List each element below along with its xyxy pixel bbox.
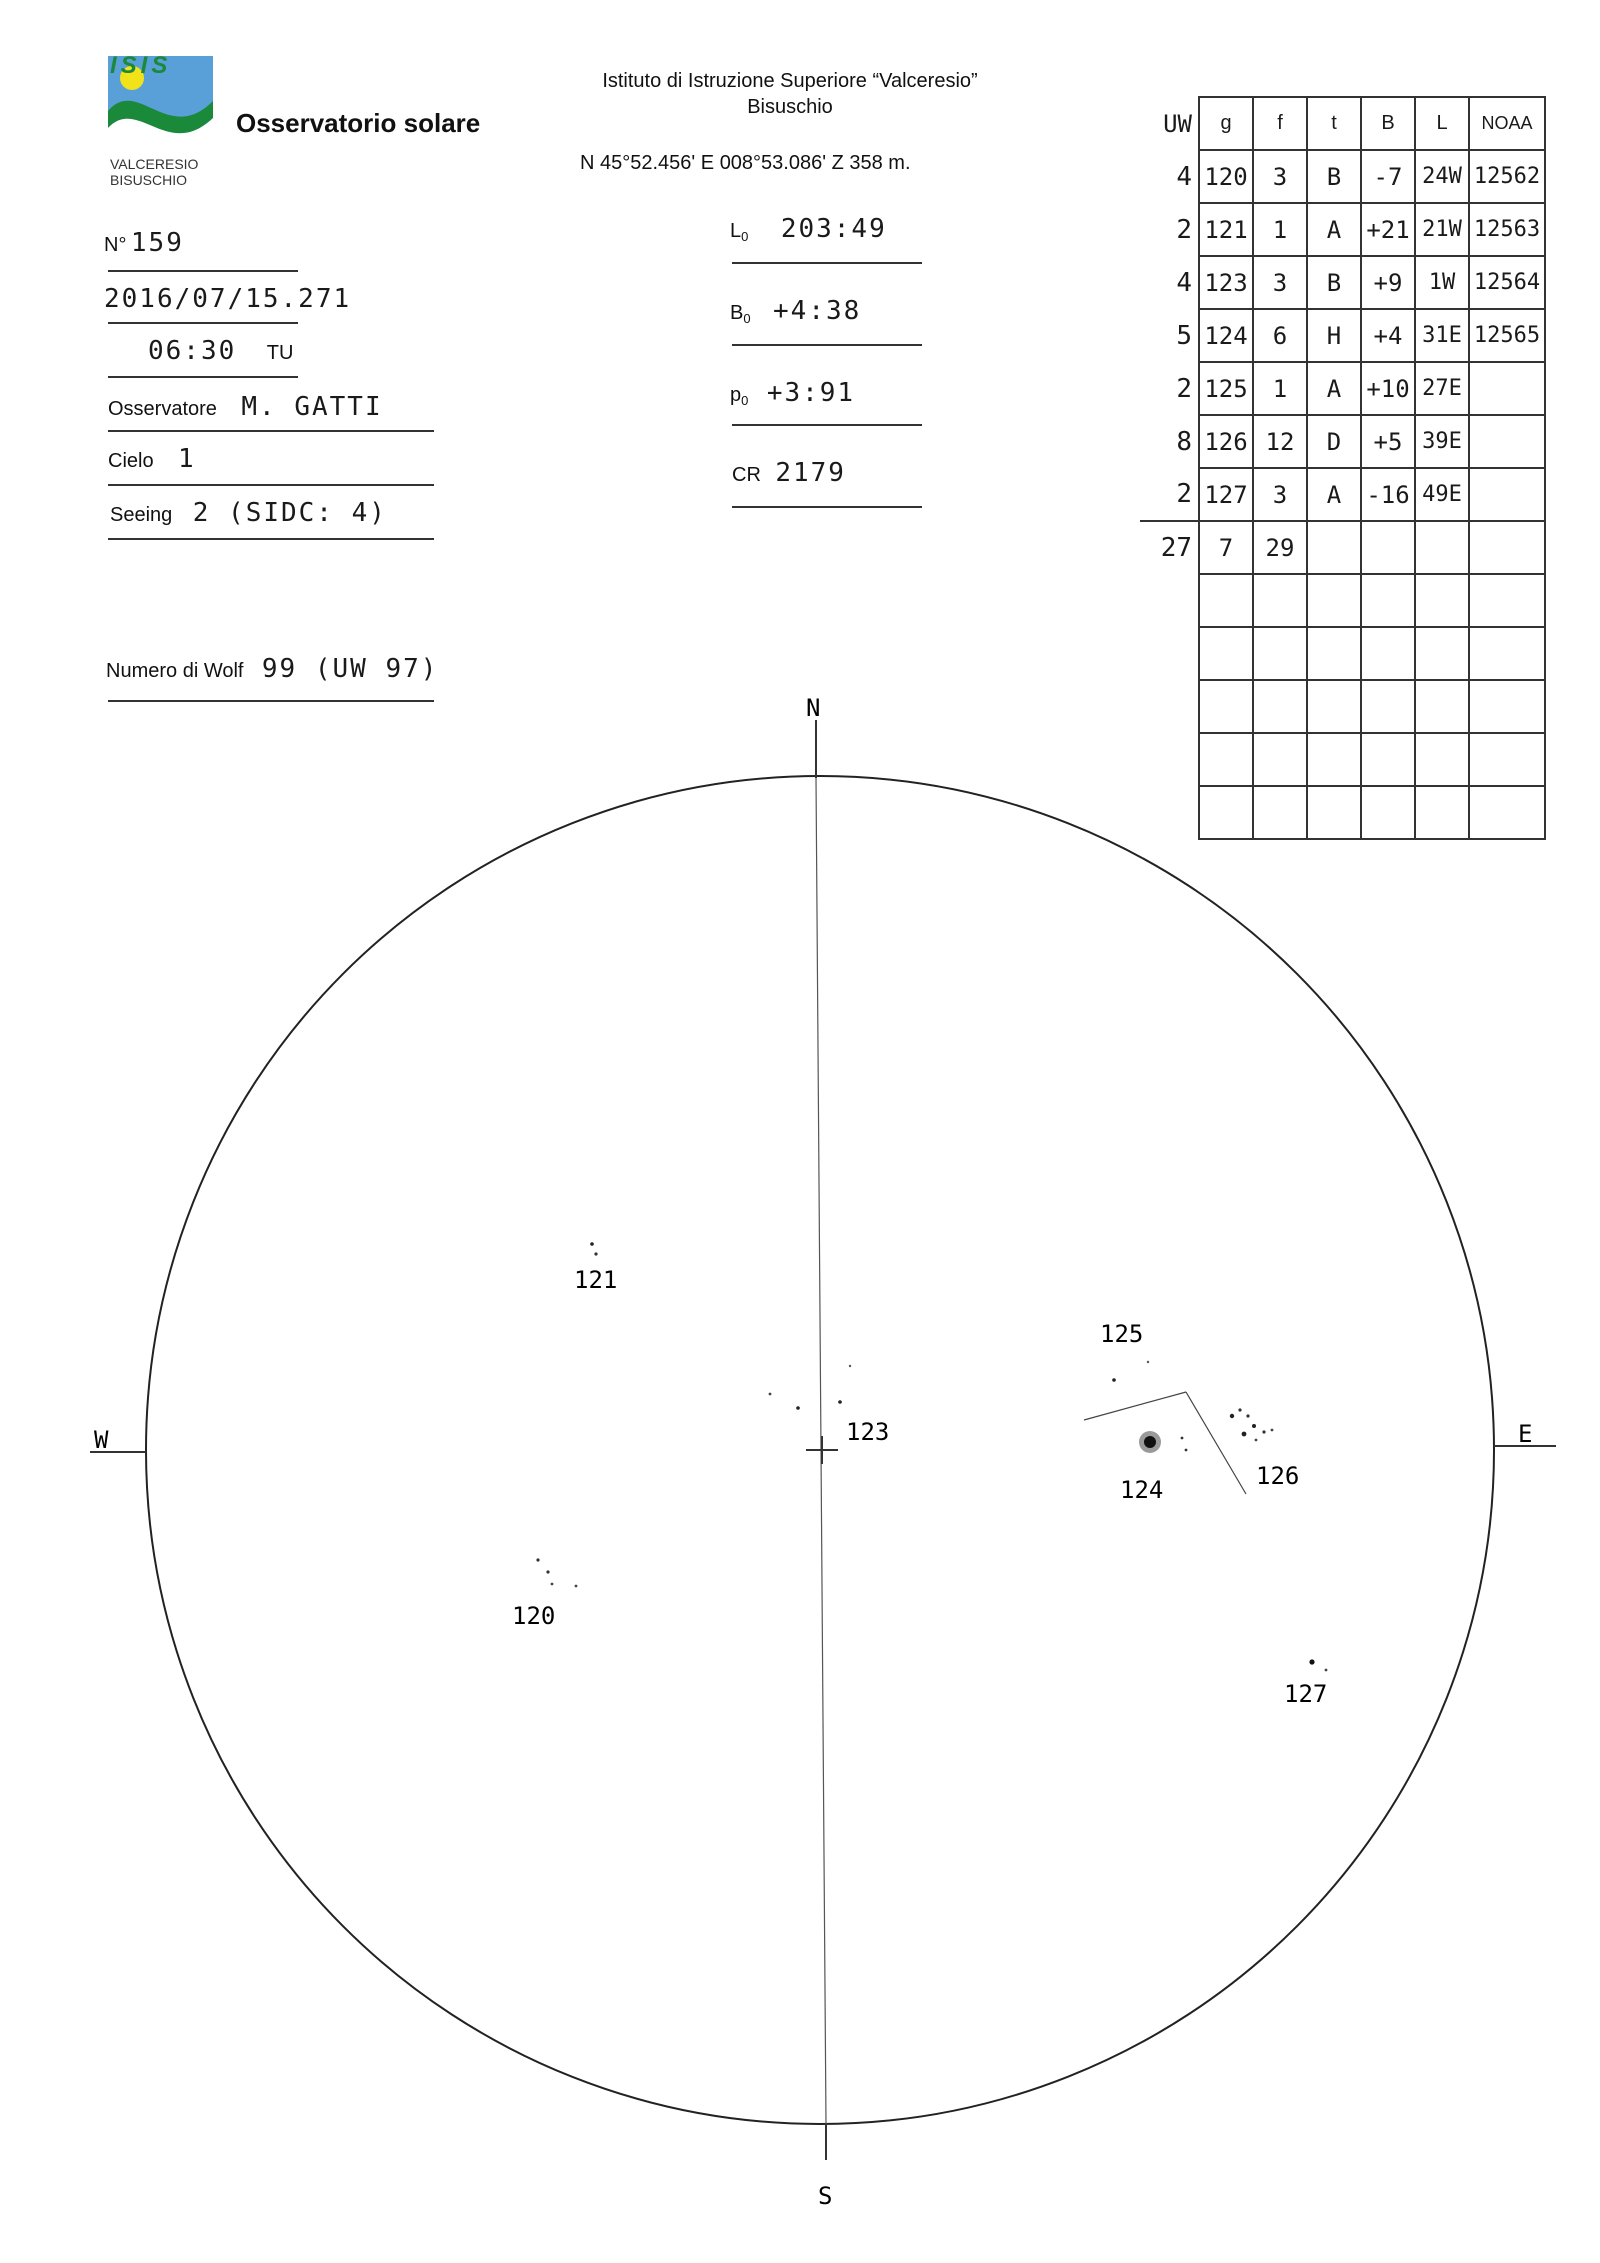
cell-f: 1 [1253, 362, 1307, 415]
cell-l: 49E [1415, 468, 1469, 521]
observation-time-value: 06:30 [148, 336, 237, 366]
logo-subtitle-1: VALCERESIO [110, 156, 199, 172]
p0-label: p [730, 384, 742, 406]
sunspot-group-124 [1120, 1431, 1187, 1504]
seeing-value: 2 (SIDC: 4) [192, 498, 387, 528]
cell-l: 27E [1415, 362, 1469, 415]
cell-b: B [1361, 97, 1415, 150]
cr-label: CR [732, 464, 761, 486]
b0-sub: 0 [743, 311, 751, 327]
l0-value: 203:49 [780, 214, 887, 244]
seeing-label: Seeing [110, 504, 173, 526]
cell-f: 1 [1253, 203, 1307, 256]
cell-b: -16 [1361, 468, 1415, 521]
cell-noaa: 12564 [1469, 256, 1545, 309]
west-label: W [94, 1426, 109, 1454]
cell-g: 7 [1199, 521, 1253, 574]
sunspot-group-120 [512, 1558, 577, 1630]
site-coordinates: N 45°52.456' E 008°53.086' Z 358 m. [580, 152, 911, 174]
cell-b: +21 [1361, 203, 1415, 256]
cell-t: A [1307, 468, 1361, 521]
cell-uw: 2 [1176, 373, 1192, 404]
cell-noaa: NOAA [1469, 97, 1545, 150]
cell-noaa: 12562 [1469, 150, 1545, 203]
cell-noaa: 12563 [1469, 203, 1545, 256]
group-label-125: 125 [1100, 1320, 1144, 1348]
cell-g: 126 [1199, 415, 1253, 468]
cell-g: 120 [1199, 150, 1253, 203]
cell-t: B [1307, 256, 1361, 309]
sky-value: 1 [178, 444, 196, 474]
cell-b: +9 [1361, 256, 1415, 309]
cell-f: 6 [1253, 309, 1307, 362]
wolf-value: 99 (UW 97) [261, 654, 439, 684]
b0-label: B [730, 302, 744, 324]
cell-uw: 2 [1176, 214, 1192, 245]
cell-l: 21W [1415, 203, 1469, 256]
p0-value: +3:91 [766, 378, 856, 408]
cell-f: 3 [1253, 468, 1307, 521]
wolf-label: Numero di Wolf [106, 660, 244, 682]
sunspot-group-121 [574, 1242, 617, 1294]
observer-value: M. GATTI [241, 392, 383, 422]
cell-b: -7 [1361, 150, 1415, 203]
cell-t: t [1307, 97, 1361, 150]
cell-t: D [1307, 415, 1361, 468]
institute-line-1: Istituto di Istruzione Superiore “Valceresio” [602, 70, 978, 92]
cell-t: B [1307, 150, 1361, 203]
cell-g: 125 [1199, 362, 1253, 415]
cell-uw: 5 [1176, 320, 1192, 351]
cell-f: 29 [1253, 521, 1307, 574]
cell-b: +10 [1361, 362, 1415, 415]
cell-uw: 27 [1140, 521, 1199, 574]
cell-noaa: 12565 [1469, 309, 1545, 362]
report-number-value: 159 [130, 228, 184, 258]
sunspot-group-127 [1284, 1659, 1327, 1708]
cell-uw: UW [1163, 109, 1192, 138]
group-label-126: 126 [1256, 1462, 1300, 1490]
cell-uw: 2 [1176, 479, 1192, 509]
observer-label: Osservatore [108, 398, 217, 420]
logo-text: ISIS [110, 52, 172, 79]
north-label: N [806, 694, 821, 722]
cell-g: 127 [1199, 468, 1253, 521]
group-boundary-line [1084, 1392, 1186, 1420]
cell-l: 1W [1415, 256, 1469, 309]
cell-g: 124 [1199, 309, 1253, 362]
l0-sub: 0 [741, 229, 749, 245]
group-label-123: 123 [846, 1418, 890, 1446]
group-label-127: 127 [1284, 1680, 1328, 1708]
cell-b: +4 [1361, 309, 1415, 362]
group-label-120: 120 [512, 1602, 556, 1630]
cell-t: A [1307, 203, 1361, 256]
time-unit: TU [266, 342, 294, 364]
sky-label: Cielo [108, 450, 154, 472]
cell-l: 24W [1415, 150, 1469, 203]
cell-g: g [1199, 97, 1253, 150]
sunspot-group-123 [769, 1365, 890, 1446]
cell-g: 123 [1199, 256, 1253, 309]
cell-l: 31E [1415, 309, 1469, 362]
report-number-label: N° [104, 234, 127, 256]
group-boundary-line-2 [1186, 1392, 1246, 1494]
south-label: S [818, 2182, 833, 2210]
cell-f: 3 [1253, 150, 1307, 203]
cell-t: H [1307, 309, 1361, 362]
cell-t: A [1307, 362, 1361, 415]
sunspot-group-126 [1230, 1408, 1300, 1490]
logo-subtitle-2: BISUSCHIO [110, 172, 188, 188]
cell-uw: 8 [1176, 426, 1192, 457]
cell-l: L [1415, 97, 1469, 150]
cell-f: 3 [1253, 256, 1307, 309]
cell-g: 121 [1199, 203, 1253, 256]
observation-date: 2016/07/15.271 [104, 284, 352, 314]
cell-f: 12 [1253, 415, 1307, 468]
sunspot-group-125 [1100, 1320, 1149, 1382]
cell-f: f [1253, 97, 1307, 150]
cell-uw: 4 [1176, 161, 1192, 192]
b0-value: +4:38 [773, 296, 862, 326]
group-label-121: 121 [574, 1266, 618, 1294]
cell-l: 39E [1415, 415, 1469, 468]
cr-value: 2179 [775, 458, 846, 488]
institute-line-2: Bisuschio [747, 96, 833, 118]
east-label: E [1518, 1420, 1533, 1448]
group-label-124: 124 [1120, 1476, 1164, 1504]
l0-label: L [730, 220, 742, 242]
cell-b: +5 [1361, 415, 1415, 468]
cell-uw: 4 [1176, 267, 1192, 298]
observatory-title: Osservatorio solare [236, 108, 481, 138]
p0-sub: 0 [741, 393, 749, 409]
